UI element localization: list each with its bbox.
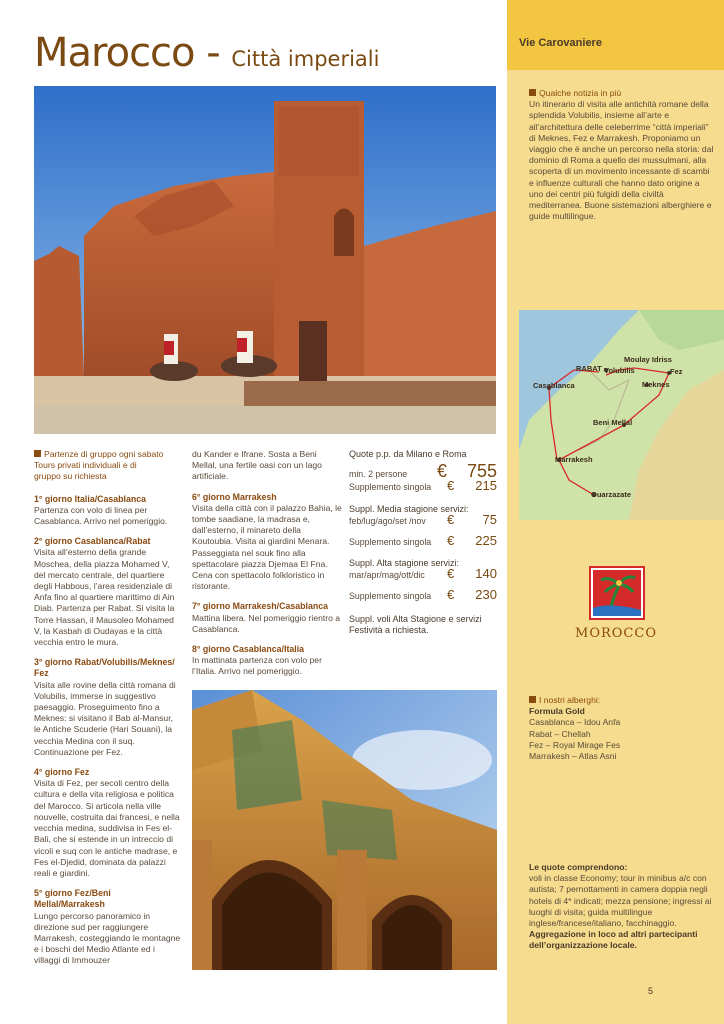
sidebar xyxy=(507,0,724,1024)
price-row-base-single: Supplemento singola € 215 xyxy=(349,478,497,494)
hotel-item: Rabat – Chellah xyxy=(529,728,591,739)
day-text: Visita alle rovine della città romana di Volubilis, immerse in suggestivo paesaggio. Proseguimento fino a Meknes: si visitano il Bab al-Mansur, le Antiche Scuderie (Hari Souani), la vecchia Medina con il suq. Continuazione per Fez. xyxy=(34,679,176,757)
hotel-item: Fez – Royal Mirage Fes xyxy=(529,739,621,750)
photo-hassan-tower xyxy=(34,86,496,434)
itinerary-column-1 xyxy=(34,449,182,967)
mid-season-title: Suppl. Media stagione servizi: xyxy=(349,503,469,514)
day-text: Visita di Fez, per secoli centro della cultura e della vita religiosa e politica del Marocco. Si articola nella ville nouvelle, costruita dai francesi, e nella vecchia medina, suddivisa in Fes el-Bali, che si estende in un intreccio di vicoli e suq con le antiche madrase, e Fes el-Djedid, dominata da palazzi reali e giardini. xyxy=(34,778,180,878)
day-heading: 3° giorno Rabat/Volubilis/Meknes/ Fez xyxy=(34,657,175,679)
map-label-fez: Fez xyxy=(670,367,683,376)
day-heading: 7° giorno Marrakesh/Casablanca xyxy=(192,601,329,612)
day-text: In mattinata partenza con volo per l’Italia. Arrivo nel pomeriggio. xyxy=(192,655,322,677)
day-heading: 1° giorno Italia/Casablanca xyxy=(34,493,147,504)
includes-bold-note: Aggregazione in loco ad altri partecipanti dell’organizzazione locale. xyxy=(529,929,698,951)
day-text: Lungo percorso panoramico in direzione sud per raggiungere Marrakesh, costeggiando le montagne e i boschi del Medio Atlante ed i villaggi di Immouzer xyxy=(34,910,181,966)
map-label-marrakesh: Marrakesh xyxy=(555,455,593,464)
hotel-item: Marrakesh – Atlas Asni xyxy=(529,751,617,762)
info-heading: Qualche notizia in più xyxy=(529,88,715,99)
itinerary-column-2 xyxy=(192,449,342,678)
price-row-mid-single: Supplemento singola € 225 xyxy=(349,532,497,548)
day-text: Mattina libera. Nel pomeriggio rientro a Casablanca. xyxy=(192,612,341,634)
price-row-high-single: Supplemento singola € 230 xyxy=(349,587,497,603)
price-row-mid: feb/lug/ago/set /nov € 75 xyxy=(349,511,497,527)
includes-box xyxy=(529,862,715,952)
day-text: du Kander e Ifrane. Sosta a Beni Mellal, una fertile oasi con un lago artificiale. xyxy=(192,449,322,482)
day-text: Visita all’esterno della grande Moschea, della piazza Mohamed V, del mercato centrale, del quartiere degli Habbous, l’area residenziale di Anfa fino al quartiere marittimo di Ain Diab. Partenza per Rabat. Si visita la Torre Hassan, il Mausoleo Mohamed V, la Kasbah di Oudayas e la città vecchia entro le mura. xyxy=(34,547,175,648)
price-table xyxy=(349,449,497,636)
photo-bab-mansour xyxy=(192,690,497,970)
bullet-square-icon xyxy=(34,450,41,457)
map-label-ouarzazate: Ouarzazate xyxy=(591,490,632,499)
price-row-base: min. 2 persone € 755 xyxy=(349,461,497,482)
day-text: Visita della città con il palazzo Bahia, le tombe saadiane, la madrasa e, dall’esterno, il minareto della Koutoubia. Visita ai giardini Menara. Passeggiata nel souk fino alla spettacolare piazza Djemaa El Fna. Cena con spettacolo folkloristico in ristorante. xyxy=(192,502,342,592)
departures-note: Partenze di gruppo ogni sabato Tours privati individuali e di gruppo su richiesta xyxy=(34,449,164,482)
route-map xyxy=(519,310,724,520)
day-heading: 6° giorno Marrakesh xyxy=(192,491,277,502)
high-season-title: Suppl. Alta stagione servizi: xyxy=(349,558,460,569)
map-label-meknes: Meknes xyxy=(642,380,670,389)
morocco-logo-text: MOROCCO xyxy=(575,626,657,641)
hotel-item: Casablanca – Idou Anfa xyxy=(529,717,621,728)
page-title xyxy=(34,30,379,76)
map-label-volubilis: Volubilis xyxy=(604,366,635,375)
day-heading: 8° giorno Casablanca/Italia xyxy=(192,644,305,655)
sidebar-title: Vie Carovaniere xyxy=(519,37,602,49)
hotels-formula: Formula Gold xyxy=(529,706,585,717)
map-label-casablanca: Casablanca xyxy=(533,381,575,390)
includes-text: voli in classe Economy; tour in minibus a/c con autista; 7 pernottamenti in camera doppia negli hotels di 4* indicati; mezza pensione; ingressi ai luoghi di visita; guida multilingue inglese/francese/italiano, facchinaggio. xyxy=(529,873,712,929)
day-heading: 5° giorno Fez/Beni Mellal/Marrakesh xyxy=(34,888,111,910)
info-text: Un itinerario di visita alle antichità romane della splendida Volubilis, insieme all’arte e all’architettura delle celeberrime “città imperiali” di Meknes, Fez e Marrakesh. Proponiamo un viaggio che è anche un percorso nella storia: dal dominio di Roma a quello dei mussulmani, alla scoperta di un movimento incessante di scambi e influenze culturali che hanno dato origine a uno dei centri più fulgidi della civiltà mediterranea. Buone sistemazioni alberghiere e guide multilingue. xyxy=(529,99,714,222)
price-header: Quote p.p. da Milano e Roma xyxy=(349,449,467,459)
includes-heading: Le quote comprendono: xyxy=(529,862,628,872)
map-label-beni-mellal: Beni Mellal xyxy=(593,418,633,427)
sidebar-header-band xyxy=(507,0,724,70)
day-heading: 2° giorno Casablanca/Rabat xyxy=(34,536,151,547)
title-main: Marocco - xyxy=(34,30,232,76)
morocco-logo-icon xyxy=(589,566,645,620)
day-heading: 4° giorno Fez xyxy=(34,767,90,778)
map-label-rabat: RABAT xyxy=(576,364,602,373)
info-box xyxy=(529,88,715,222)
map-label-moulay-idriss: Moulay Idriss xyxy=(624,355,672,364)
title-sub: Città imperiali xyxy=(231,47,380,71)
price-note: Suppl. voli Alta Stagione e servizi Festività a richiesta. xyxy=(349,614,482,636)
bullet-square-icon xyxy=(529,696,536,703)
bullet-square-icon xyxy=(529,89,536,96)
page-number: 5 xyxy=(648,986,654,996)
hotels-heading: I nostri alberghi: xyxy=(529,695,715,706)
day-text: Partenza con volo di linea per Casablanca. Arrivo nel pomeriggio. xyxy=(34,504,168,527)
price-row-high: mar/apr/mag/ott/dic € 140 xyxy=(349,566,497,582)
hotels-box xyxy=(529,695,715,762)
